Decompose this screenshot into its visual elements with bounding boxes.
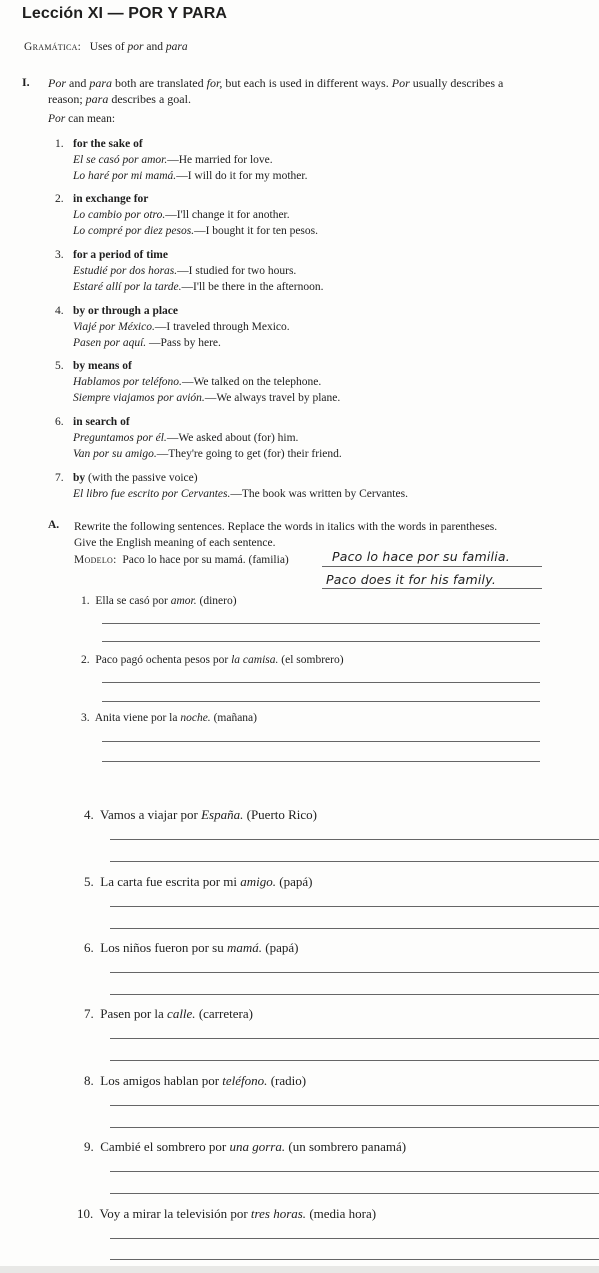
example-es: Hablamos por teléfono. (73, 376, 182, 388)
item-hint: (dinero) (196, 595, 237, 607)
item-text: Los niños fueron por su (100, 940, 227, 955)
meaning-heading: by or through a place (73, 305, 179, 317)
intro-for: for, (206, 76, 223, 90)
exercise-item-5 (84, 874, 313, 890)
meaning-number: 3. (55, 249, 64, 261)
meaning-heading: in exchange for (73, 193, 149, 205)
item-hint: (mañana) (210, 712, 257, 724)
por-can-mean (48, 113, 115, 125)
answer-line[interactable] (110, 1193, 599, 1194)
example-en: —We always travel by plane. (204, 392, 341, 404)
handwritten-answer-1: Paco lo hace por su familia. (332, 549, 510, 564)
item-number: 7. (84, 1006, 94, 1021)
intro-2-end: describes a goal. (108, 92, 191, 106)
answer-line[interactable] (110, 1060, 599, 1061)
item-number: 9. (84, 1139, 94, 1154)
example-en: —He married for love. (167, 154, 273, 166)
item-italic: la camisa. (231, 654, 279, 666)
intro-por: Por (48, 76, 66, 90)
intro-end: usually describes a (409, 76, 504, 90)
item-text: Voy a mirar la televisión por (99, 1206, 251, 1221)
meaning-heading: by means of (73, 360, 132, 372)
answer-line[interactable] (110, 1238, 599, 1239)
item-hint: (un sombrero panamá) (285, 1139, 407, 1154)
meaning-number: 1. (55, 138, 64, 150)
intro-para: para (89, 76, 112, 90)
item-italic: noche. (180, 712, 211, 724)
meaning-6 (55, 414, 342, 462)
intro-por2: Por (391, 76, 410, 90)
item-hint: (papá) (262, 940, 299, 955)
por-can-rest: can mean: (65, 113, 116, 125)
example-es: Viajé por México. (73, 321, 155, 333)
meaning-number: 2. (55, 193, 64, 205)
example-es: El se casó por amor. (73, 154, 168, 166)
intro-and: and (66, 76, 90, 90)
meaning-4 (55, 303, 290, 351)
page-title: Lección XI — POR Y PARA (22, 5, 228, 22)
item-text: Anita viene por la (94, 712, 181, 724)
example-en: —The book was written by Cervantes. (230, 488, 408, 500)
item-italic: amigo. (240, 874, 277, 889)
answer-line[interactable] (110, 1105, 599, 1106)
example-en: —We asked about (for) him. (166, 432, 299, 444)
example-en: —They're going to get (for) their friend. (156, 448, 342, 460)
intro-2-para: para (85, 92, 109, 106)
item-number: 3. (81, 712, 90, 724)
example-en: —I'll change it for another. (165, 209, 290, 221)
answer-line[interactable] (102, 761, 540, 762)
answer-line[interactable] (102, 641, 540, 642)
exercise-item-8 (84, 1073, 306, 1089)
example-es: Estaré allí por la tarde. (73, 281, 182, 293)
grammar-label: Gramática: (24, 41, 82, 53)
por-can-por: Por (48, 113, 66, 125)
meaning-number: 5. (55, 360, 64, 372)
item-hint: (media hora) (306, 1206, 377, 1221)
meaning-heading: in search of (73, 416, 130, 428)
item-italic: una gorra. (229, 1139, 286, 1154)
grammar-para: para (165, 41, 188, 53)
answer-line (322, 566, 542, 567)
item-italic: calle. (167, 1006, 196, 1021)
modelo-label: Modelo: (74, 554, 117, 566)
example-es: Siempre viajamos por avión. (73, 392, 205, 404)
answer-line[interactable] (110, 1259, 599, 1260)
example-en: —I will do it for my mother. (176, 170, 308, 182)
exercise-item-3 (81, 712, 257, 724)
example-es: Preguntamos por él. (73, 432, 167, 444)
item-italic: tres horas. (250, 1206, 307, 1221)
item-hint: (papá) (276, 874, 313, 889)
item-number: 8. (84, 1073, 94, 1088)
item-text: Los amigos hablan por (100, 1073, 223, 1088)
item-number: 1. (81, 595, 90, 607)
item-number: 6. (84, 940, 94, 955)
example-en: —I traveled through Mexico. (154, 321, 290, 333)
item-hint: (el sombrero) (278, 654, 344, 666)
item-hint: (Puerto Rico) (243, 807, 318, 822)
example-es: Pasen por aquí. (73, 337, 147, 349)
intro-mid: both are translated (112, 76, 207, 90)
item-number: 5. (84, 874, 94, 889)
item-text: Vamos a viajar por (100, 807, 202, 822)
meaning-5 (55, 358, 340, 406)
exercise-item-7 (84, 1006, 253, 1022)
example-es: Lo cambio por otro. (73, 209, 166, 221)
meaning-number: 6. (55, 416, 64, 428)
example-es: Lo haré por mi mamá. (73, 170, 177, 182)
item-hint: (radio) (267, 1073, 307, 1088)
meaning-7 (55, 470, 408, 502)
item-text: Ella se casó por (95, 595, 171, 607)
meaning-2 (55, 191, 318, 239)
item-italic: amor. (170, 595, 197, 607)
item-hint: (carretera) (195, 1006, 253, 1021)
item-text: Paco pagó ochenta pesos por (95, 654, 232, 666)
grammar-line (24, 41, 188, 53)
exercise-item-9 (84, 1139, 406, 1155)
example-es: Estudié por dos horas. (73, 265, 178, 277)
item-number: 2. (81, 654, 90, 666)
intro-rest: but each is used in different ways. (222, 76, 392, 90)
answer-line[interactable] (110, 861, 599, 862)
exercise-item-4 (84, 807, 317, 823)
item-text: La carta fue escrita por mi (100, 874, 241, 889)
item-italic: mamá. (227, 940, 263, 955)
answer-line[interactable] (102, 623, 540, 624)
modelo-line (74, 554, 289, 566)
meaning-heading: for the sake of (73, 138, 143, 150)
answer-line[interactable] (102, 741, 540, 742)
item-number: 10. (77, 1206, 94, 1221)
answer-line[interactable] (110, 839, 599, 840)
example-es: Van por su amigo. (73, 448, 157, 460)
grammar-and: and (143, 41, 166, 53)
meaning-heading: for a period of time (73, 249, 168, 261)
answer-line[interactable] (110, 994, 599, 995)
meaning-heading: by (73, 472, 86, 484)
answer-line[interactable] (102, 682, 540, 683)
meaning-number: 4. (55, 305, 64, 317)
answer-line[interactable] (110, 928, 599, 929)
example-en: —I'll be there in the afternoon. (181, 281, 324, 293)
instruction-line-1: Rewrite the following sentences. Replace the words in italics with the words in parentheses. (74, 521, 498, 533)
item-number: 4. (84, 807, 94, 822)
example-en: —Pass by here. (146, 337, 221, 349)
meaning-3 (55, 247, 323, 295)
exercise-item-1 (81, 595, 237, 607)
answer-line (322, 588, 542, 589)
example-en: —We talked on the telephone. (181, 376, 322, 388)
item-italic: teléfono. (222, 1073, 268, 1088)
intro-2-pre: reason; (48, 92, 86, 106)
example-en: —I bought it for ten pesos. (194, 225, 319, 237)
section-intro (48, 75, 568, 107)
answer-line[interactable] (110, 1038, 599, 1039)
exercise-item-10 (77, 1206, 376, 1222)
answer-line[interactable] (110, 1171, 599, 1172)
example-es: El libro fue escrito por Cervantes. (73, 488, 231, 500)
section-numeral: I. (22, 75, 30, 89)
modelo-text: Paco lo hace por su mamá. (familia) (122, 554, 289, 566)
answer-line[interactable] (110, 906, 599, 907)
meaning-heading-rest: (with the passive voice) (85, 472, 198, 484)
exercise-instructions (74, 519, 497, 551)
page-bottom-edge (0, 1266, 599, 1273)
exercise-item-6 (84, 940, 298, 956)
exercise-item-2 (81, 654, 344, 666)
answer-line[interactable] (110, 1127, 599, 1128)
instruction-line-2: Give the English meaning of each sentence. (74, 537, 276, 549)
grammar-text: Uses of (89, 41, 128, 53)
item-text: Cambié el sombrero por (100, 1139, 230, 1154)
answer-line[interactable] (102, 701, 540, 702)
item-text: Pasen por la (100, 1006, 168, 1021)
example-es: Lo compré por diez pesos. (73, 225, 195, 237)
example-en: —I studied for two hours. (177, 265, 297, 277)
grammar-por: por (127, 41, 144, 53)
item-italic: España. (201, 807, 244, 822)
exercise-letter: A. (48, 519, 60, 531)
handwritten-answer-2: Paco does it for his family. (326, 572, 497, 587)
answer-line[interactable] (110, 972, 599, 973)
meaning-1 (55, 136, 307, 184)
meaning-number: 7. (55, 472, 64, 484)
